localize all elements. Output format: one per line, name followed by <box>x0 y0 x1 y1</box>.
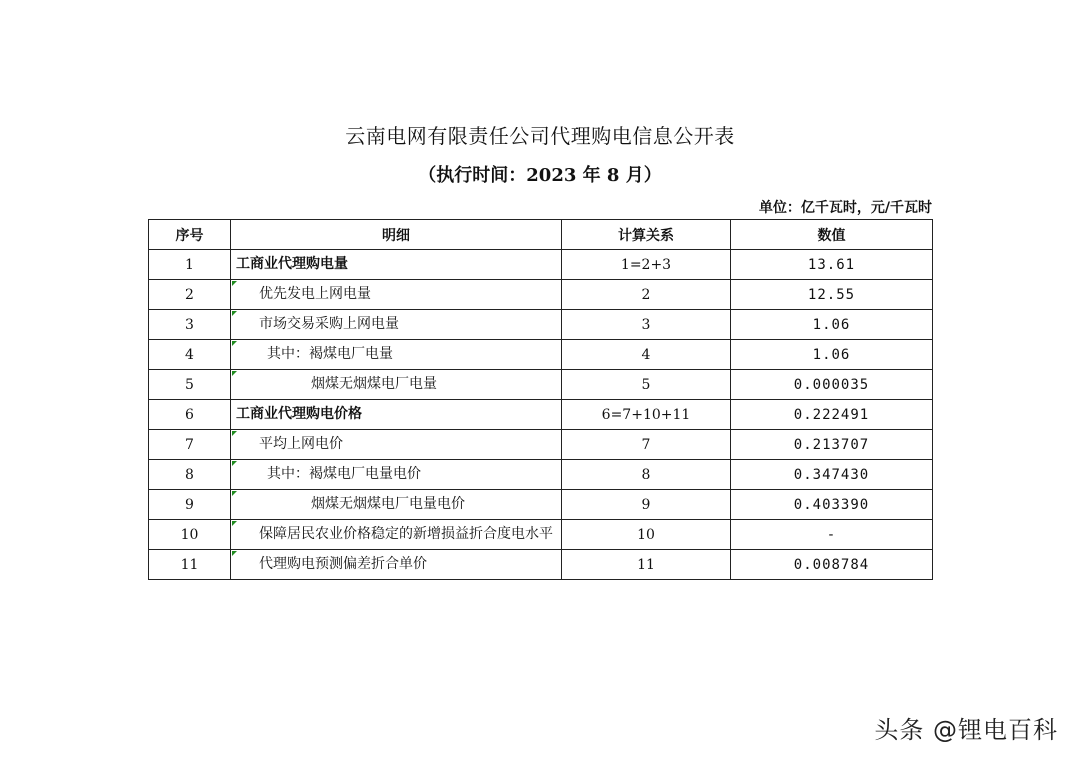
row-detail <box>231 370 562 400</box>
row-detail <box>231 430 562 460</box>
info-table <box>148 219 933 580</box>
table-row <box>149 520 933 550</box>
cell-marker-icon <box>232 371 237 376</box>
row-no: 6 <box>149 400 231 430</box>
cell-marker-icon <box>232 551 237 556</box>
row-calc: 9 <box>562 490 731 520</box>
row-detail-text: 平均上网电价 <box>259 436 343 452</box>
unit-note: 单位：亿千瓦时，元/千瓦时 <box>758 200 932 216</box>
row-value: - <box>731 520 933 550</box>
row-detail-text: 其中：褐煤电厂电量电价 <box>267 466 421 482</box>
cell-marker-icon <box>232 311 237 316</box>
row-calc: 8 <box>562 460 731 490</box>
cell-marker-icon <box>232 431 237 436</box>
row-detail <box>231 490 562 520</box>
table-row <box>149 370 933 400</box>
header-no: 序号 <box>149 220 231 250</box>
row-detail: 工商业代理购电价格 <box>231 400 562 430</box>
cell-marker-icon <box>232 461 237 466</box>
row-no: 11 <box>149 550 231 580</box>
row-no: 10 <box>149 520 231 550</box>
row-no: 8 <box>149 460 231 490</box>
row-value: 0.347430 <box>731 460 933 490</box>
row-no: 3 <box>149 310 231 340</box>
row-value: 1.06 <box>731 340 933 370</box>
table-row <box>149 430 933 460</box>
row-calc: 6=7+10+11 <box>562 400 731 430</box>
table-row <box>149 550 933 580</box>
row-detail <box>231 340 562 370</box>
row-value: 13.61 <box>731 250 933 280</box>
row-detail <box>231 520 562 550</box>
row-calc: 4 <box>562 340 731 370</box>
row-no: 4 <box>149 340 231 370</box>
row-calc: 1=2+3 <box>562 250 731 280</box>
row-calc: 11 <box>562 550 731 580</box>
row-value: 0.213707 <box>731 430 933 460</box>
row-detail-text: 其中：褐煤电厂电量 <box>267 346 393 362</box>
document-subtitle: （执行时间：2023 年 8 月） <box>418 165 662 186</box>
row-calc: 10 <box>562 520 731 550</box>
row-no: 9 <box>149 490 231 520</box>
row-detail: 工商业代理购电量 <box>231 250 562 280</box>
row-detail-text: 烟煤无烟煤电厂电量 <box>311 376 437 392</box>
cell-marker-icon <box>232 341 237 346</box>
document-title: 云南电网有限责任公司代理购电信息公开表 <box>345 124 735 148</box>
row-detail-text: 烟煤无烟煤电厂电量电价 <box>311 496 465 512</box>
cell-marker-icon <box>232 491 237 496</box>
header-value: 数值 <box>731 220 933 250</box>
table-row <box>149 250 933 280</box>
row-no: 2 <box>149 280 231 310</box>
header-calc: 计算关系 <box>562 220 731 250</box>
table-row <box>149 460 933 490</box>
row-detail <box>231 550 562 580</box>
row-calc: 2 <box>562 280 731 310</box>
row-detail-text: 代理购电预测偏差折合单价 <box>259 556 427 572</box>
source-watermark: 头条 @锂电百科 <box>874 716 1058 744</box>
row-value: 1.06 <box>731 310 933 340</box>
row-detail <box>231 280 562 310</box>
table-row <box>149 340 933 370</box>
row-no: 5 <box>149 370 231 400</box>
row-detail <box>231 460 562 490</box>
row-no: 7 <box>149 430 231 460</box>
row-value: 0.000035 <box>731 370 933 400</box>
table-header-row <box>149 220 933 250</box>
row-calc: 5 <box>562 370 731 400</box>
row-detail-text: 保障居民农业价格稳定的新增损益折合度电水平 <box>259 526 553 542</box>
row-value: 0.222491 <box>731 400 933 430</box>
row-value: 0.403390 <box>731 490 933 520</box>
row-detail <box>231 310 562 340</box>
table-row <box>149 310 933 340</box>
table-row <box>149 280 933 310</box>
row-value: 0.008784 <box>731 550 933 580</box>
table-row <box>149 490 933 520</box>
cell-marker-icon <box>232 281 237 286</box>
row-detail-text: 市场交易采购上网电量 <box>259 316 399 332</box>
row-detail-text: 优先发电上网电量 <box>259 286 371 302</box>
row-calc: 7 <box>562 430 731 460</box>
header-detail: 明细 <box>231 220 562 250</box>
row-calc: 3 <box>562 310 731 340</box>
cell-marker-icon <box>232 521 237 526</box>
row-no: 1 <box>149 250 231 280</box>
row-value: 12.55 <box>731 280 933 310</box>
table-row <box>149 400 933 430</box>
